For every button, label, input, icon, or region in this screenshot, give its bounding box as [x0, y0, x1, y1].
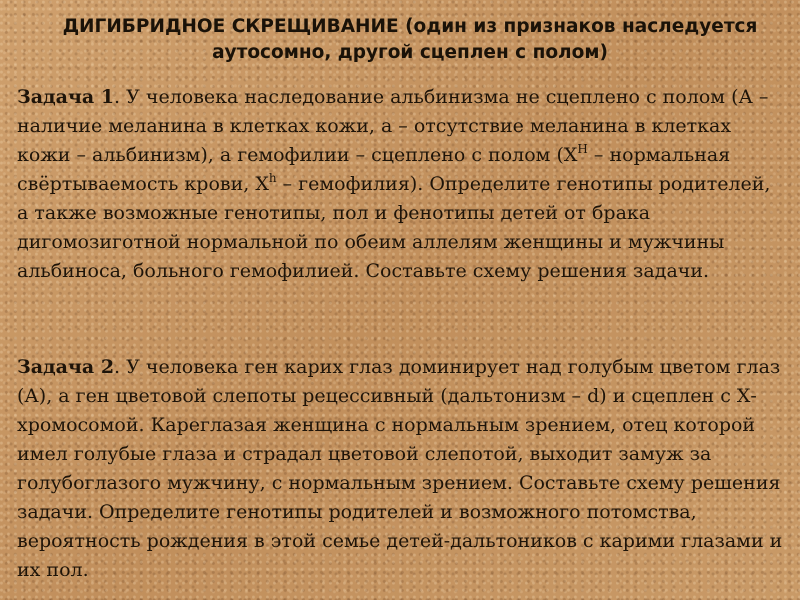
- task-1-superscript-2: h: [268, 170, 277, 185]
- slide-title: [40, 14, 780, 66]
- task-1-text-part-3: – гемофилия). Определите генотипы родителей, а также возможные генотипы, пол и фенотипы детей от брака дигомозиготной нормальной по обеим аллелям женщины и мужчины альбиноса, больного гемофилией. Составьте схему решения задачи.: [17, 173, 771, 282]
- task-2-paragraph: [17, 353, 787, 585]
- title-note-line-2: аутосомно, другой сцеплен с полом): [212, 42, 608, 63]
- task-1-text-part-1: . У человека наследование альбинизма не сцеплено с полом (А – наличие меланина в клетках кожи, а – отсутствие меланина в клетках кожи – альбинизм), а гемофилии – сцеплено с полом (Х: [17, 86, 769, 166]
- title-note: один из признаков наследуется: [413, 16, 758, 37]
- title-line-1: [40, 14, 780, 40]
- title-main: ДИГИБРИДНОЕ СКРЕЩИВАНИЕ (: [62, 16, 414, 37]
- task-1-label: Задача 1: [17, 86, 115, 108]
- task-1-paragraph: [17, 83, 787, 286]
- task-2-label: Задача 2: [17, 356, 115, 378]
- task-1-text-part-2: – нормальная свёртываемость крови, Х: [17, 144, 731, 195]
- task-2-text: . У человека ген карих глаз доминирует над голубым цветом глаз (А), а ген цветовой слепоты рецессивный (дальтонизм – d) и сцеплен с Х-хромосомой. Кареглазая женщина с нормальным зрением, отец которой имел голубые глаза и страдал цветовой слепотой, выходит замуж за голубоглазого мужчину, с нормальным зрением. Составьте схему решения задачи. Определите генотипы родителей и возможного потомства, вероятность рождения в этой семье детей-дальтоников с карими глазами и их пол.: [17, 356, 783, 581]
- task-1-superscript-1: Н: [577, 141, 588, 156]
